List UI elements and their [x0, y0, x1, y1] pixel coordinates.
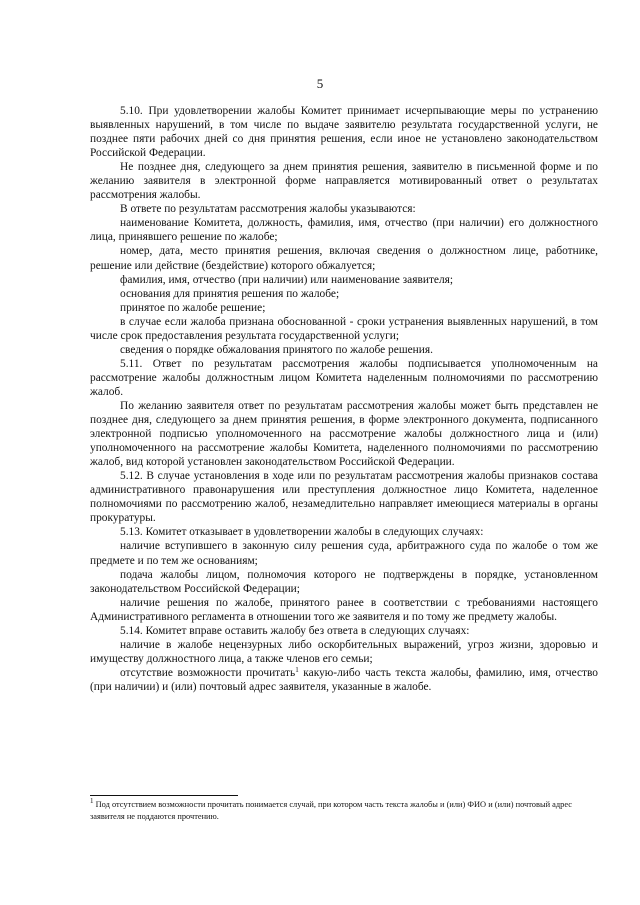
footnote-reference: 1	[295, 665, 299, 674]
last-item-text: отсутствие возможности прочитать	[120, 666, 296, 679]
footnote	[90, 799, 598, 822]
paragraph-5-10: 5.10. При удовлетворении жалобы Комитет принимает исчерпывающие меры по устранению выявленных нарушений, в том числе по выдаче заявителю результата государственной услуги, не позднее пяти рабочих дней со дня принятия решения, если иное не установлено законодательством Российской Федерации.	[90, 105, 598, 160]
list-item: принятое по жалобе решение;	[120, 301, 266, 314]
list-item: наличие в жалобе нецензурных либо оскорбительных выражений, угроз жизни, здоровью и имуществу должностного лица, а также членов его семьи;	[90, 638, 598, 665]
footnote-mark: 1	[90, 797, 94, 805]
list-item: фамилия, имя, отчество (при наличии) или наименование заявителя;	[120, 273, 454, 286]
footnote-text	[90, 799, 598, 822]
paragraph-electronic-answer: По желанию заявителя ответ по результатам рассмотрения жалобы может быть представлен не позднее дня, следующего за днем принятия решения, в форме электронного документа, подписанного электронной подписью уполномоченного на рассмотрение жалобы должностного лица и (или) уполномоченного на рассмотрение жалобы Комитета, наделенного полномочиями по рассмотрению жалоб, вид которой установлен законодательством Российской Федерации.	[90, 399, 598, 469]
paragraph-answer-contents: В ответе по результатам рассмотрения жалобы указываются:	[120, 203, 416, 216]
list-item: наименование Комитета, должность, фамилия, имя, отчество (при наличии) его должностного лица, принявшего решение по жалобе;	[90, 217, 598, 244]
list-item: сведения о порядке обжалования принятого по жалобе решения.	[120, 343, 433, 356]
paragraph-5-11: 5.11. Ответ по результатам рассмотрения жалобы подписывается уполномоченным на рассмотрение жалобы должностным лицом Комитета наделенным полномочиями по рассмотрению жалоб.	[90, 357, 598, 398]
list-item: подача жалобы лицом, полномочия которого не подтверждены в порядке, установленном законодательством Российской Федерации;	[90, 568, 598, 595]
page-number: 5	[316, 76, 324, 91]
list-item: основания для принятия решения по жалобе;	[120, 287, 340, 300]
document-body	[90, 104, 598, 694]
paragraph-5-12: 5.12. В случае установления в ходе или по результатам рассмотрения жалобы признаков состава административного правонарушения или преступления должностное лицо Комитета, наделенное полномочиями по рассмотрению жалоб, незамедлительно направляет имеющиеся материалы в органы прокуратуры.	[90, 470, 598, 525]
list-item: в случае если жалоба признана обоснованной - сроки устранения выявленных нарушений, в том числе срок предоставления результата государственной услуги;	[90, 315, 598, 342]
paragraph-answer-sent: Не позднее дня, следующего за днем принятия решения, заявителю в письменной форме и по желанию заявителя в электронной форме направляется мотивированный ответ о результатах рассмотрения жалобы.	[90, 161, 598, 202]
list-item-with-footnote	[90, 666, 598, 694]
footnote-body: Под отсутствием возможности прочитать понимается случай, при котором часть текста жалобы и (или) ФИО и (или) почтовый адрес заявителя не поддаются прочтению.	[90, 800, 572, 821]
paragraph-5-13: 5.13. Комитет отказывает в удовлетворении жалобы в следующих случаях:	[120, 526, 484, 539]
list-item: наличие решения по жалобе, принятого ранее в соответствии с требованиями настоящего Административного регламента в отношении того же заявителя и по тому же предмету жалобы.	[90, 596, 598, 623]
list-item: номер, дата, место принятия решения, включая сведения о должностном лице, работнике, решение или действие (бездействие) которого обжалуется;	[90, 245, 598, 272]
paragraph-5-14: 5.14. Комитет вправе оставить жалобу без ответа в следующих случаях:	[120, 624, 470, 637]
last-item-text-rest: какую-либо часть текста жалобы, фамилию, имя, отчество (при наличии) и (или) почтовый адрес заявителя, указанные в жалобе.	[90, 666, 599, 693]
footnote-divider	[90, 795, 238, 796]
list-item: наличие вступившего в законную силу решения суда, арбитражного суда по жалобе о том же предмете и по тем же основаниям;	[90, 540, 598, 567]
